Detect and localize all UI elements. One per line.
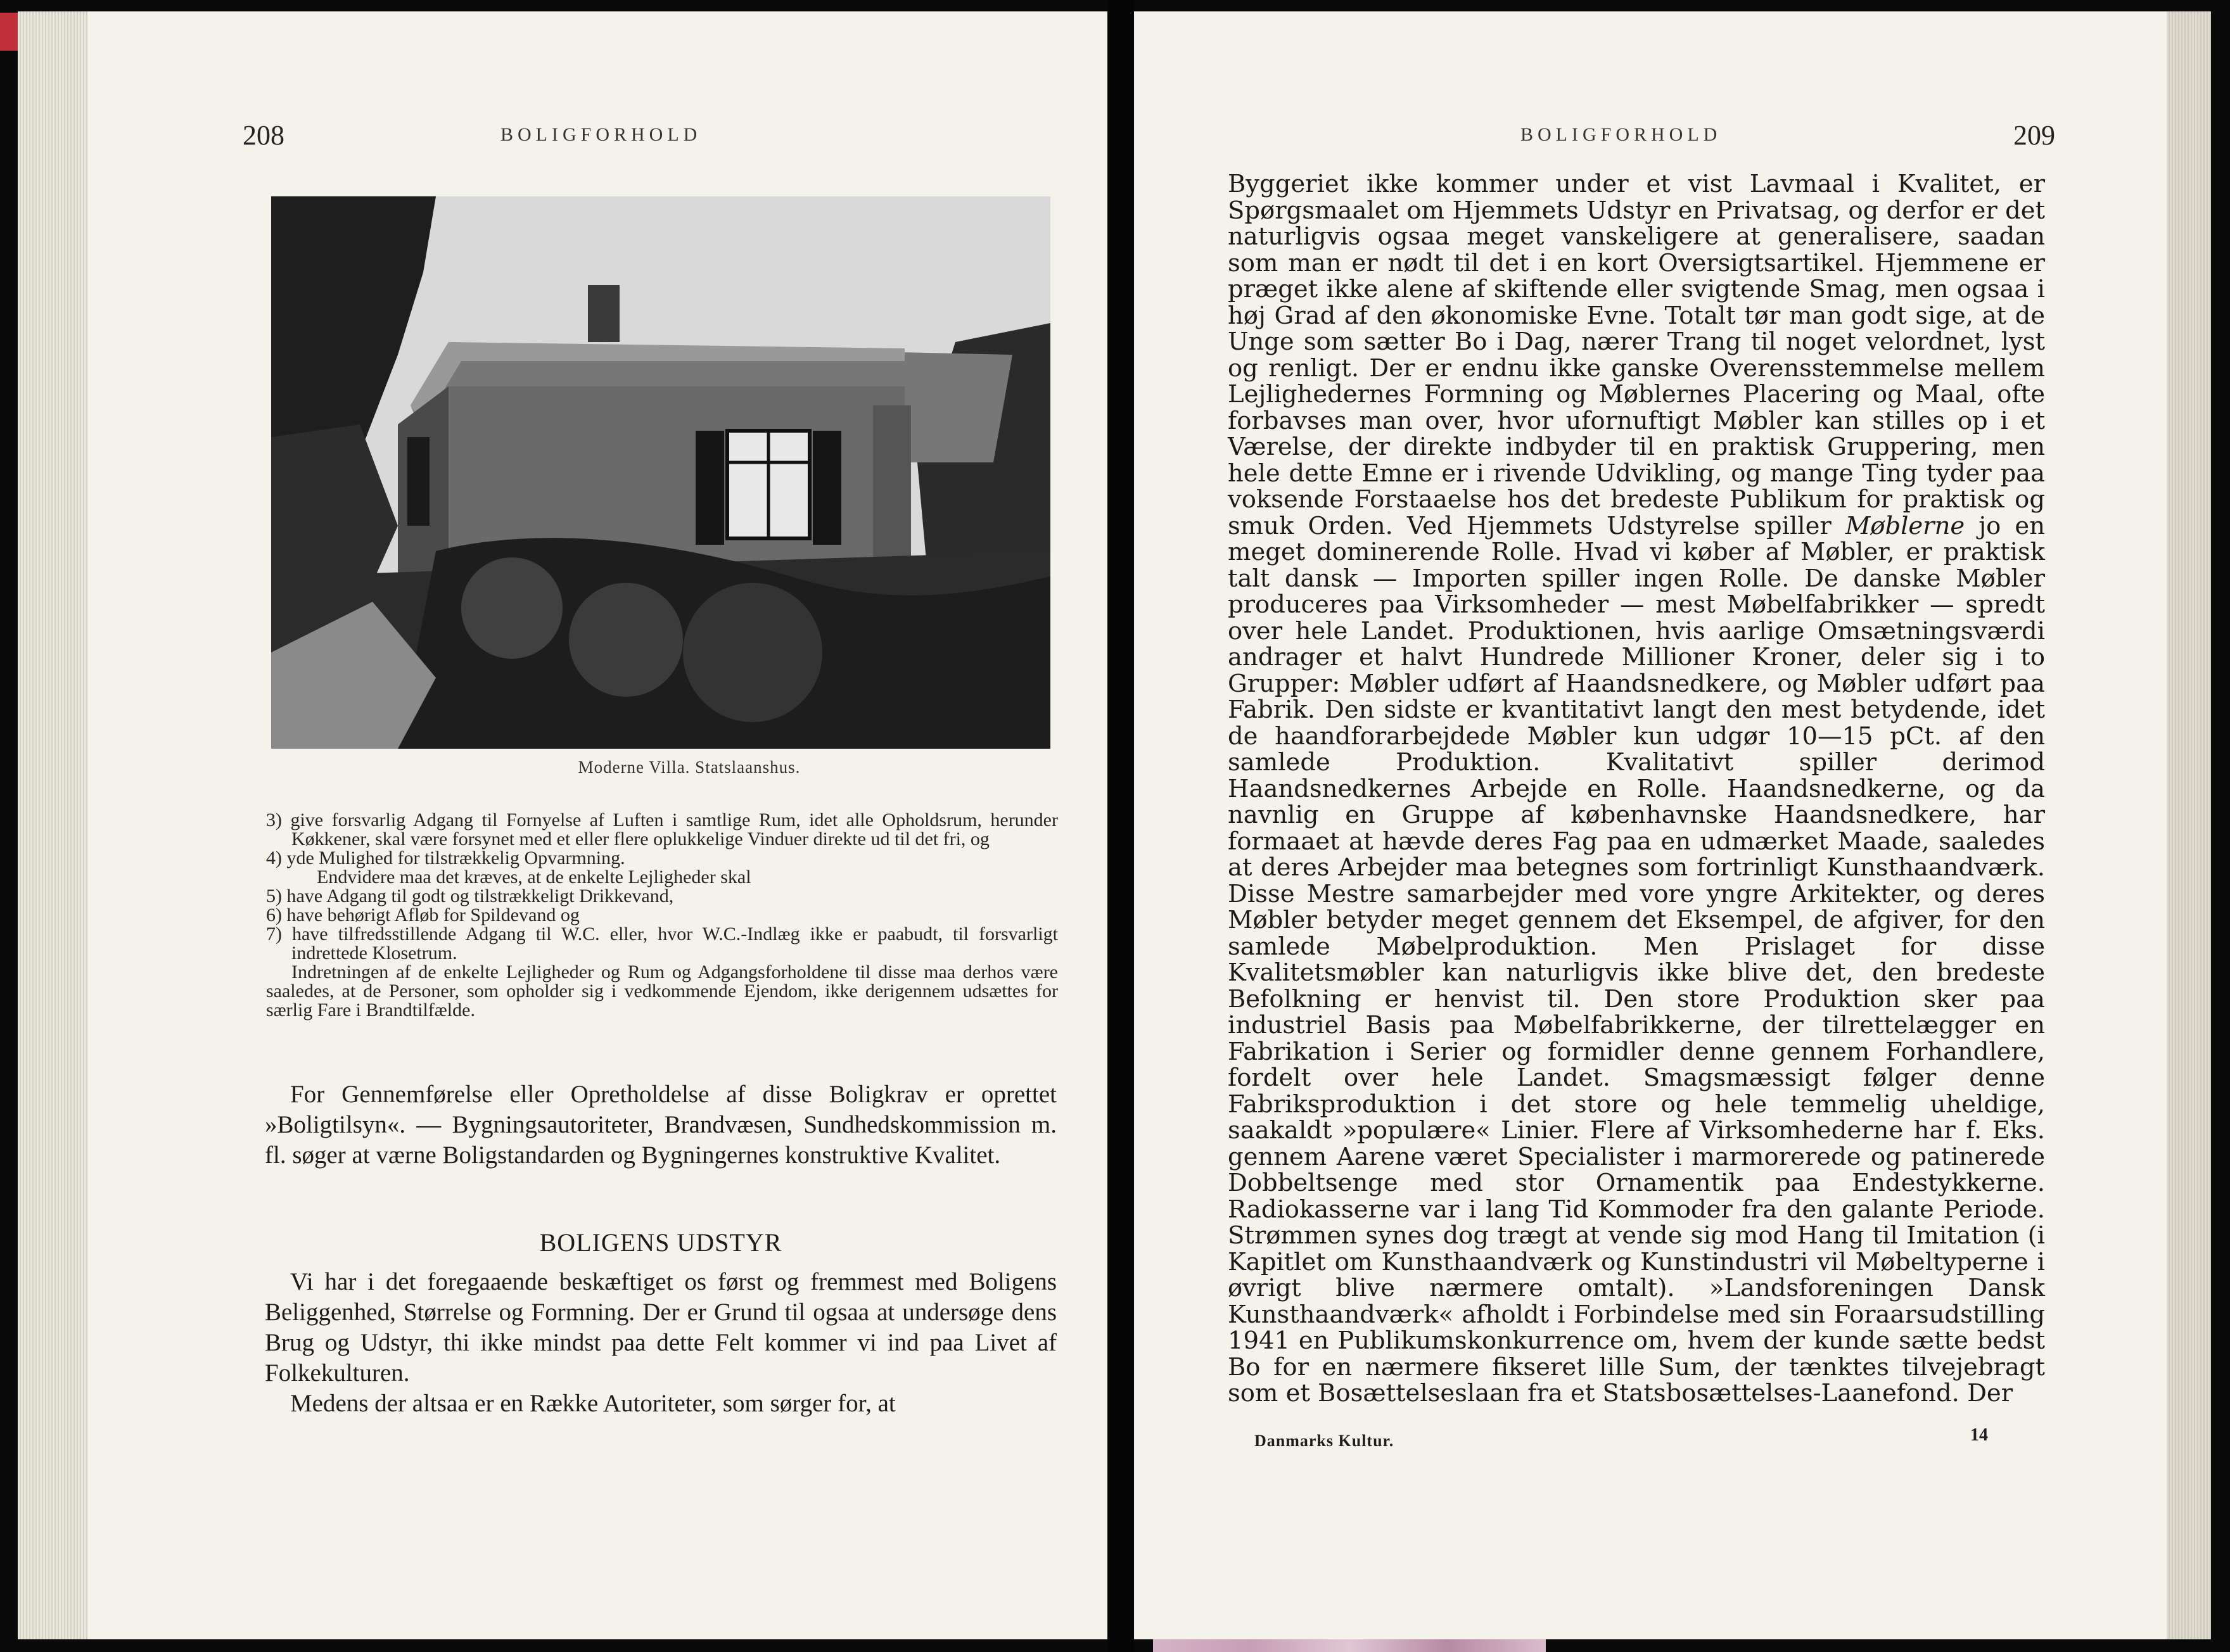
italic-term: Møblerne xyxy=(1845,511,1965,540)
signature-number: 14 xyxy=(1970,1425,1988,1445)
list-item: 6) have behørigt Afløb for Spildevand og xyxy=(266,905,580,925)
list-item: 5) have Adgang til godt og tilstrækkeligt Drikkevand, xyxy=(266,886,674,906)
left-page xyxy=(18,11,1107,1639)
page-number: 209 xyxy=(2013,120,2055,151)
paragraph-udstyr: Vi har i det foregaaende beskæftiget os først og fremmest med Boligens Beliggenhed, Størrelse og Formning. Der er Grund til ogsaa at undersøge dens Brug og Udstyr, thi ikke mindst paa dette Felt kommer vi ind paa Livet af Folkekulturen. Medens der altsaa er en Række Autoriteter, som sørger for, at xyxy=(265,1268,1057,1417)
house-photograph xyxy=(271,196,1050,749)
figure-caption: Moderne Villa. Statslaanshus. xyxy=(578,758,801,777)
section-heading: BOLIGENS UDSTYR xyxy=(539,1228,782,1257)
running-head: BOLIGFORHOLD xyxy=(500,124,702,145)
page-stack-edge xyxy=(2167,11,2211,1639)
paragraph-boligtilsyn: For Gennemførelse eller Opretholdelse af disse Boligkrav er oprettet »Boligtilsyn«. — Bygningsautoriteter, Brandvæsen, Sundhedskommission m. fl. søger at værne Boligstandarden og Bygningernes konstruktive Kvalitet. xyxy=(265,1081,1057,1169)
page-number: 208 xyxy=(243,120,284,151)
scan-color-strip xyxy=(1153,1639,1546,1652)
page-stack-edge xyxy=(18,11,87,1639)
running-head: BOLIGFORHOLD xyxy=(1520,124,1722,145)
regulation-list xyxy=(266,811,1058,1020)
book-gutter xyxy=(1107,0,1134,1652)
body-text: Byggeriet ikke kommer under et vist Lavmaal i Kvalitet, er Spørgsmaalet om Hjemmets Udstyr en Privatsag, og derfor er det naturligvis ogsaa meget vanskeligere at generalisere, saadan som man er nødt til det i en kort Oversigtsartikel. Hjemmene er præget ikke alene af skiftende eller svigtende Smag, men ogsaa i høj Grad af den økonomiske Evne. Totalt tør man godt sige, at de Unge som sætter Bo i Dag, nærer Trang til noget velordnet, lyst og renligt. Der er endnu ikke ganske Overensstemmelse mellem Lejlighedernes Formning og Møblernes Placering og Maal, ofte forbavses man over, hvor ufornuftigt Møbler kan stilles op i et Værelse, der direkte indbyder til en praktisk Gruppering, men hele dette Emne er i rivende Udvikling, og mange Ting tyder paa voksende Forstaaelse hos det bredeste Publikum for praktisk og smuk Orden. Ved Hjemmets Udstyrelse spiller Møblerne jo en meget dominerende Rolle. Hvad vi køber af Møbler, er praktisk talt dansk — Importen spiller ingen Rolle. De danske Møbler produceres paa Virksomheder — mest Møbelfabrikker — spredt over hele Landet. Produktionen, hvis aarlige Omsætningsværdi andrager et halvt Hundrede Millioner Kroner, deler sig i to Grupper: Møbler udført af Haandsnedkere, og Møbler udført paa Fabrik. Den sidste er kvantitativt langt den mest betydende, idet de haandforarbejdede Møbler kun udgør 10—15 pCt. af den samlede Produktion. Kvalitativt spiller derimod Haandsnedkernes Arbejde en Rolle. Haandsnedkerne, og da navnlig en Gruppe af københavnske Haandsnedkere, har formaaet at hævde deres Fag paa en udmærket Maade, saaledes at deres Arbejder maa betegnes som fortrinligt Kunsthaandværk. Disse Mestre samarbejder med vore yngre Arkitekter, og deres Møbler betyder meget gennem det Eksempel, de afgiver, for den samlede Møbelproduktion. Men Prislaget for disse Kvalitetsmøbler kan naturligvis ikke blive det, den bredeste Befolkning er henvist til. Den store Produktion sker paa industriel Basis paa Møbelfabrikkerne, der tilrettelægger en Fabrikation i Serier og formidler denne gennem Forhandlere, fordelt over hele Landet. Smagsmæssigt følger denne Fabriksproduktion i det store og hele temmelig uheldige, saakaldt »populære« Linier. Flere af Virksomhederne har f. Eks. gennem Aarene været Specialister i marmorerede og patinerede Dobbeltsenge med stor Ornamentik paa Endestykkerne. Radiokasserne var i lang Tid Kommoder fra den galante Periode. Strømmen synes dog trægt at vende sig mod Hang til Imitation (i Kapitlet om Kunsthaandværk og Kunstindustri vil Møbeltyperne i øvrigt blive nærmere omtalt). »Landsforeningen Dansk Kunsthaandværk« afholdt i Forbindelse med sin Foraarsudstilling 1941 en Publikumskonkurrence om, hvem der kunde sætte bedst Bo for en nærmere fikseret lille Sum, der tænktes tilvejebragt som et Bosættelseslaan fra et Statsbosættelses-Laanefond. Der xyxy=(1228,170,2045,1407)
list-intro: Endvidere maa det kræves, at de enkelte Lejligheder skal xyxy=(317,867,751,887)
list-item: 7) have tilfredsstillende Adgang til W.C. eller, hvor W.C.-Indlæg ikke er paabudt, til forsvarligt indrettede Klosetrum. xyxy=(266,924,1058,963)
signature-title: Danmarks Kultur. xyxy=(1254,1432,1394,1450)
list-item: 4) yde Mulighed for tilstrækkelig Opvarmning. xyxy=(266,848,625,868)
scan-edge-mark xyxy=(0,13,19,51)
small-paragraph: Indretningen af de enkelte Lejligheder og Rum og Adgangsforholdene til disse maa derhos være saaledes, at de Personer, som opholder sig i vedkommende Ejendom, ikke derigennem udsættes for særlig Fare i Brandtilfælde. xyxy=(266,962,1058,1020)
list-item: 3) give forsvarlig Adgang til Fornyelse af Luften i samtlige Rum, idet alle Opholdsrum, herunder Køkkener, skal være forsynet med et eller flere oplukkelige Vinduer direkte ud til det fri, og xyxy=(266,810,1058,849)
right-page xyxy=(1134,11,2211,1639)
